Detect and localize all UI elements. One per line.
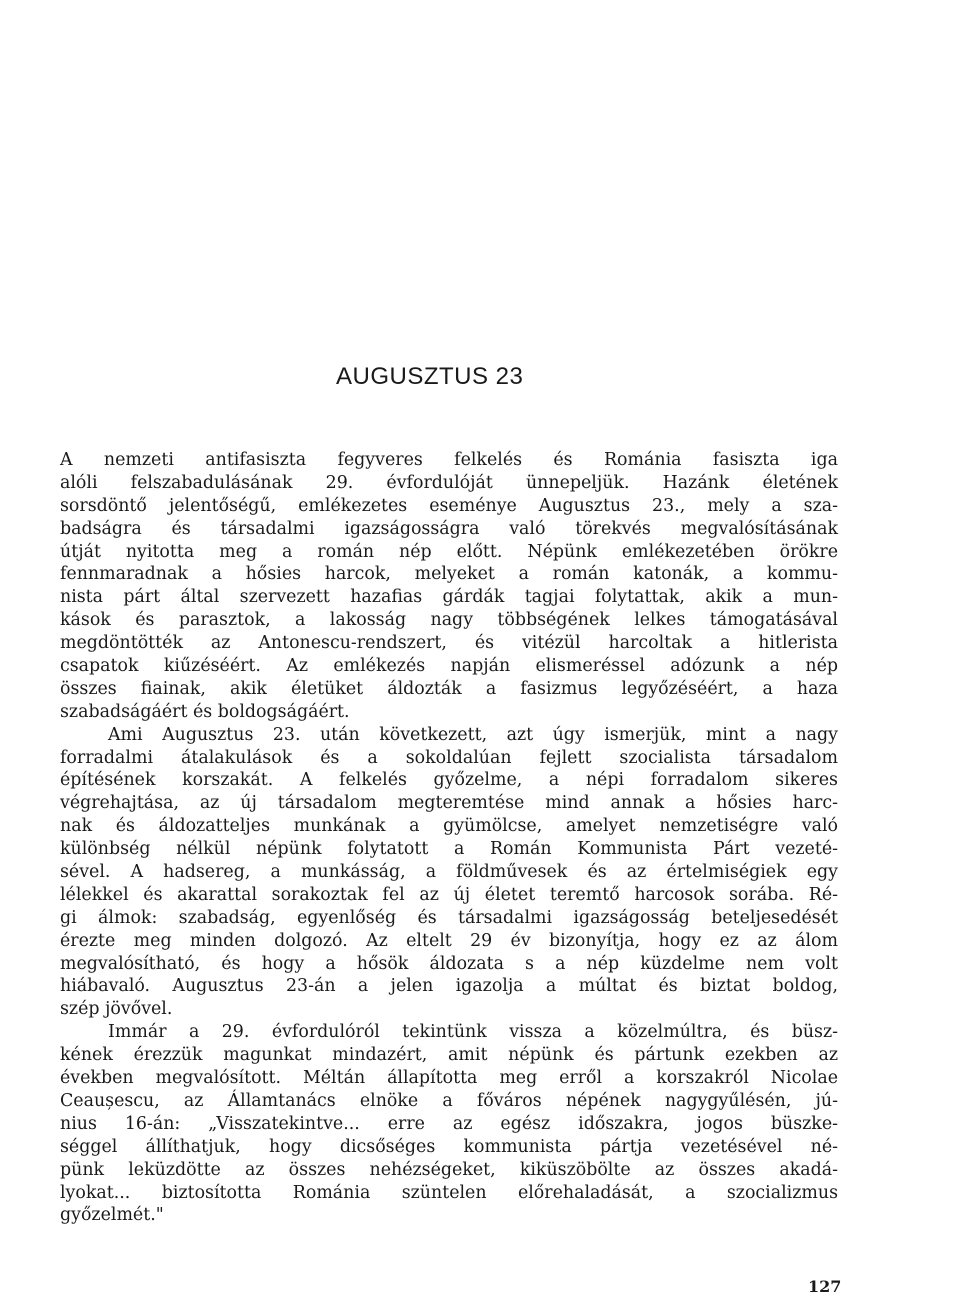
text-line: nista párt által szervezett hazafias gárdák tagjai folytattak, akik a mun- — [60, 587, 838, 608]
text-line: kások és parasztok, a lakosság nagy többségének lelkes támogatásával — [60, 610, 838, 631]
text-line: megdöntötték az Antonescu-rendszert, és vitézül harcoltak a hitlerista — [60, 633, 838, 654]
text-line: győzelmét." — [60, 1205, 164, 1226]
text-line: megvalósítható, és hogy a hősök áldozata s a nép küzdelme nem volt — [60, 953, 838, 974]
text-line: A nemzeti antifasiszta fegyveres felkelés és Románia fasiszta iga — [60, 450, 838, 470]
text-line: években megvalósított. Méltán állapította meg erről a korszakról Nicolae — [60, 1068, 838, 1089]
text-line: Ceaușescu, az Államtanács elnöke a főváros népének nagygyűlésén, jú- — [60, 1090, 838, 1111]
text-line: badságra és társadalmi igazságosságra való törekvés megvalósításának — [60, 518, 838, 539]
text-line: nius 16-án: „Visszatekintve... erre az egész időszakra, jogos büszke- — [60, 1113, 838, 1134]
text-line: csapatok kiűzéséért. Az emlékezés napján elismeréssel adózunk a nép — [60, 656, 838, 677]
text-line: szép jövővel. — [60, 999, 173, 1020]
text-line: sével. A hadsereg, a munkásság, a földművesek és az értelmiségiek egy — [60, 862, 838, 883]
text-line: útját nyitotta meg a román nép előtt. Népünk emlékezetében örökre — [60, 541, 838, 562]
text-line: fennmaradnak a hősies harcok, melyeket a román katonák, a kommu- — [60, 564, 838, 585]
text-line: lyokat... biztosította Románia szüntelen előrehaladását, a szocializmus — [60, 1182, 838, 1203]
text-line: összes fiainak, akik életüket áldozták a fasizmus legyőzéséért, a haza — [60, 678, 838, 699]
text-line: kének érezzük magunkat mindazért, amit népünk és pártunk ezekben az — [60, 1045, 838, 1066]
page-number: 127 — [808, 1277, 842, 1296]
text-line: szabadságáért és boldogságáért. — [60, 701, 350, 722]
text-line: hiábavaló. Augusztus 23-án a jelen igazolja a múltat és biztat boldog, — [60, 976, 838, 997]
text-line: séggel állíthatjuk, hogy dicsőséges kommunista pártja vezetésével né- — [60, 1136, 838, 1157]
text-line: építésének korszakát. A felkelés győzelme, a népi forradalom sikeres — [60, 770, 838, 791]
text-line: pünk leküzdötte az összes nehézségeket, kiküszöbölte az összes akadá- — [60, 1159, 838, 1180]
text-line: lélekkel és akarattal sorakoztak fel az új életet teremtő harcosok sorába. Ré- — [60, 884, 838, 905]
text-line: alóli felszabadulásának 29. évfordulóját ünnepeljük. Hazánk életének — [60, 472, 838, 493]
text-line: nak és áldozatteljes munkának a gyümölcse, amelyet nemzetiségre való — [60, 816, 838, 837]
page-title: AUGUSZTUS 23 — [336, 363, 524, 390]
text-line: Immár a 29. évfordulóról tekintünk vissza a közelmúltra, és büsz- — [108, 1022, 838, 1043]
paragraph — [60, 724, 838, 1022]
text-line: forradalmi átalakulások és a sokoldalúan fejlett szocialista társadalom — [60, 747, 838, 768]
text-line: érezte meg minden dolgozó. Az eltelt 29 év bizonyítja, hogy ez az álom — [60, 930, 838, 951]
article-body — [60, 449, 838, 1227]
text-line: Ami Augusztus 23. után következett, azt úgy ismerjük, mint a nagy — [108, 724, 838, 745]
text-line: sorsdöntő jelentőségű, emlékezetes eseménye Augusztus 23., mely a sza- — [60, 495, 838, 516]
text-line: végrehajtása, az új társadalom megteremtése mind annak a hősies harc- — [60, 793, 838, 814]
paragraph — [60, 1021, 838, 1227]
paragraph — [60, 449, 838, 724]
text-line: gi álmok: szabadság, egyenlőség és társadalmi igazságosság beteljesedését — [60, 907, 838, 928]
text-line: különbség nélkül népünk folytatott a Román Kommunista Párt vezeté- — [60, 839, 838, 860]
